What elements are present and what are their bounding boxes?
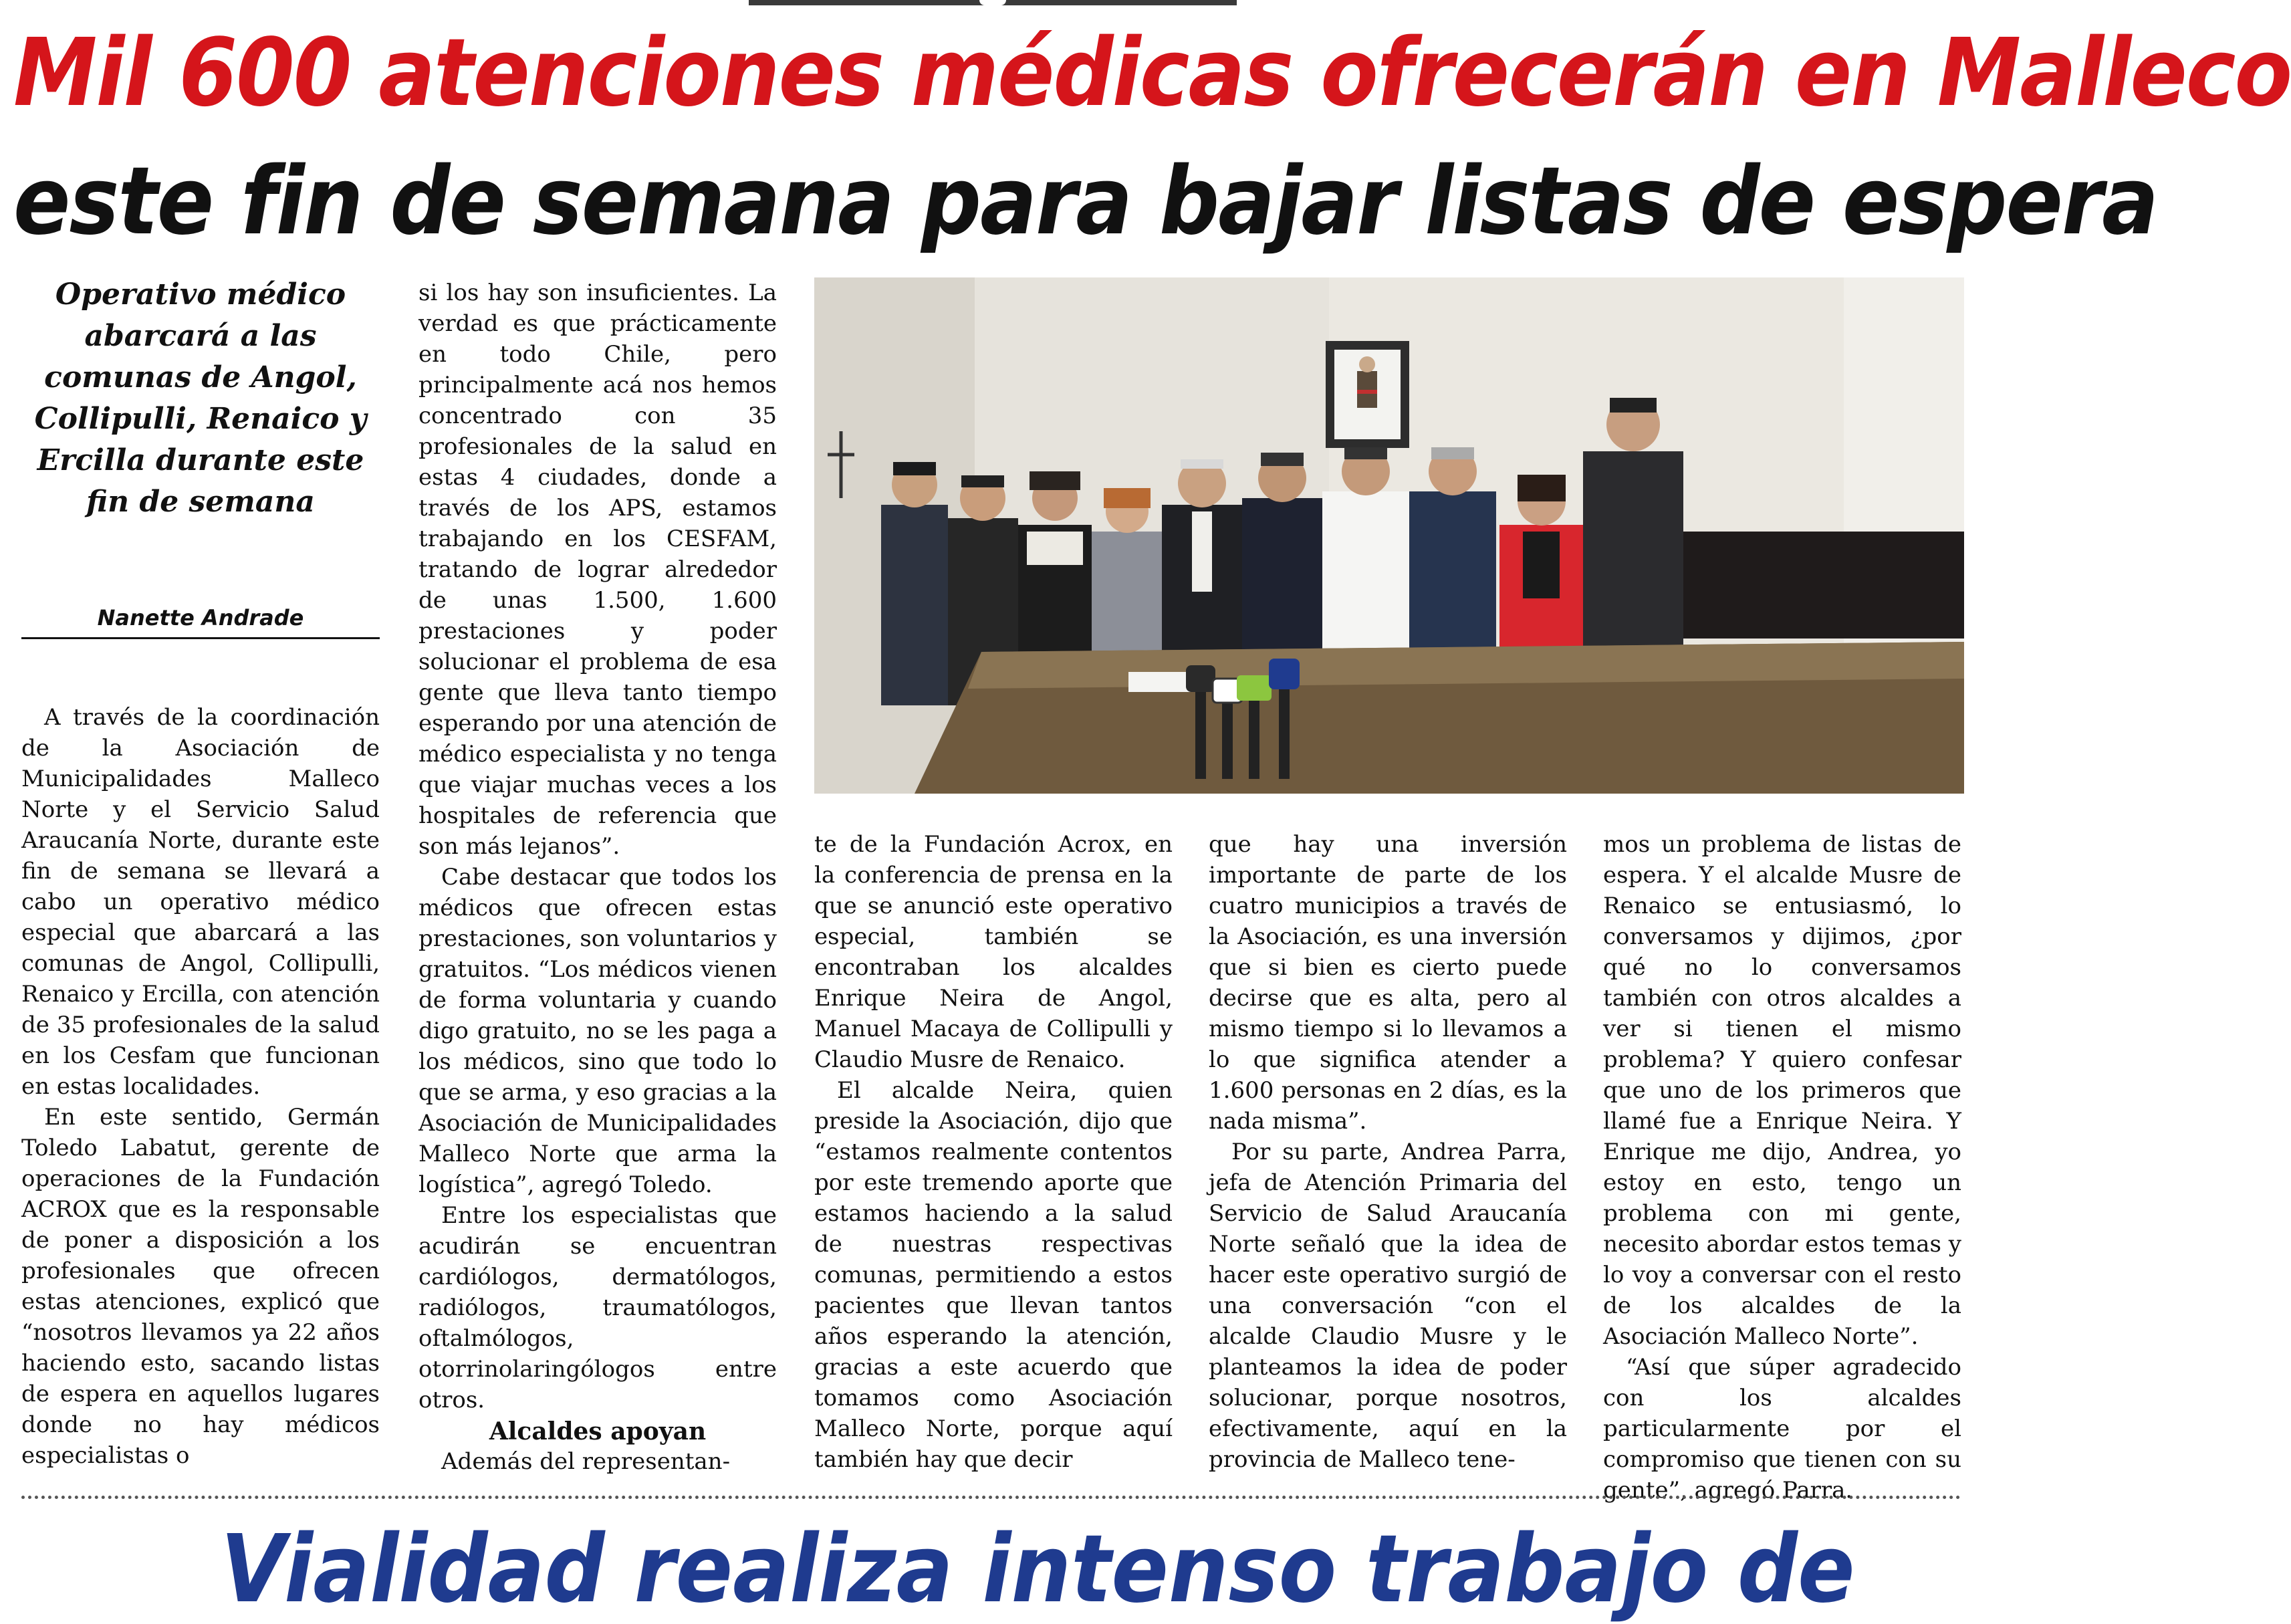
headline-line-2: este fin de semana para bajar listas de espera xyxy=(13,147,2158,256)
headline-line-1: Mil 600 atenciones médicas ofrecerán en Malleco xyxy=(13,19,2291,128)
article-column-4 xyxy=(1209,829,1567,1475)
paragraph: Entre los especialistas que acudirán se encuentran cardiólogos, dermatólogos, radiólogos, traumatólogos, oftalmólogos, otorrinolaringólogos entre otros. xyxy=(418,1202,777,1413)
subheadline: Operativo médico abarcará a las comunas de Angol, Collipulli, Renaico y Ercilla durante este fin de semana xyxy=(34,277,367,519)
byline: Nanette Andrade xyxy=(21,605,380,639)
section-heading: Alcaldes apoyan xyxy=(489,1417,707,1445)
paragraph-continued: mos un problema de listas de espera. Y el alcalde Musre de Renaico se entusiasmó, lo conversamos y dijimos, ¿por qué no lo conversamos también con otros alcaldes a ver si tienen el mismo problema? Y quiero confesar que uno de los primeros que llamé fue a Enrique Neira. Y Enrique me dijo, Andrea, yo estoy en esto, tengo un problema con mi gente, necesito abordar estos temas y lo voy a conversar con el resto de los alcaldes de la Asociación Malleco Norte”. xyxy=(1603,831,1962,1350)
article-column-2 xyxy=(418,277,777,1477)
article-column-5 xyxy=(1603,829,1961,1506)
paragraph: El alcalde Neira, quien preside la Asociación, dijo que “estamos realmente contentos por este tremendo aporte que estamos haciendo a la salud de nuestras respectivas comunas, permitiendo a estos pacientes que llevan tantos años esperando la atención, gracias a este acuerdo que tomamos como Asociación Malleco Norte, porque aquí también hay que decir xyxy=(814,1077,1173,1473)
article-photo xyxy=(814,277,1964,794)
group-photo-illustration xyxy=(814,277,1964,794)
paragraph: En este sentido, Germán Toledo Labatut, gerente de operaciones de la Fundación ACROX que es la responsable de poner a disposición a los profesionales que ofrecen estas atenciones, explicó que “nosotros llevamos ya 22 años haciendo esto, sacando listas de espera en aquellos lugares donde no hay médicos especialistas o xyxy=(21,1104,380,1469)
masthead-bar xyxy=(749,0,1237,5)
emblem-icon xyxy=(979,0,1006,5)
next-article-headline: Vialidad realiza intenso trabajo de xyxy=(221,1515,1855,1624)
paragraph: Por su parte, Andrea Parra, jefa de Atención Primaria del Servicio de Salud Araucanía Norte señaló que la idea de hacer este operativo surgió de una conversación “con el alcalde Claudio Musre y le planteamos la idea de poder solucionar, porque nosotros, efectivamente, aquí en la provincia de Malleco tene- xyxy=(1209,1139,1567,1473)
article-column-3 xyxy=(814,829,1173,1475)
article-column-1 xyxy=(21,702,380,1471)
paragraph: Cabe destacar que todos los médicos que ofrecen estas prestaciones, son voluntarios y gratuitos. “Los médicos vienen de forma voluntaria y cuando digo gratuito, no se les paga a los médicos, sino que todo lo que se arma, y eso gracias a la Asociación de Municipalidades Malleco Norte que arma la logística”, agregó Toledo. xyxy=(418,864,777,1198)
paragraph-continued: que hay una inversión importante de parte de los cuatro municipios a través de la Asociación, es una inversión que si bien es cierto puede decirse que es alta, pero al mismo tiempo si lo llevamos a lo que significa atender a 1.600 personas en 2 días, es la nada misma”. xyxy=(1209,831,1567,1135)
paragraph: A través de la coordinación de la Asociación de Municipalidades Malleco Norte y el Servicio Salud Araucanía Norte, durante este fin de semana se llevará a cabo un operativo médico especial que abarcará a las comunas de Angol, Collipulli, Renaico y Ercilla, con atención de 35 profesionales de la salud en los Cesfam que funcionan en estas localidades. xyxy=(21,704,380,1100)
section-divider xyxy=(21,1496,1961,1499)
paragraph: Además del representan- xyxy=(441,1448,731,1475)
paragraph: “Así que súper agradecido con los alcaldes particularmente por el compromiso que tienen con su gente”, agregó Parra. xyxy=(1603,1354,1961,1504)
paragraph-continued: te de la Fundación Acrox, en la conferencia de prensa en la que se anunció este operativo especial, también se encontraban los alcaldes Enrique Neira de Angol, Manuel Macaya de Collipulli y Claudio Musre de Renaico. xyxy=(814,831,1173,1073)
paragraph-continued: si los hay son insuficientes. La verdad es que prácticamente en todo Chile, pero principalmente acá nos hemos concentrado con 35 profesionales de la salud en estas 4 ciudades, donde a través de los APS, estamos trabajando en los CESFAM, tratando de lograr alrededor de unas 1.500, 1.600 prestaciones y poder solucionar el problema de esa gente que lleva tanto tiempo esperando por una atención de médico especialista y no tenga que viajar muchas veces a los hospitales de referencia que son más lejanos”. xyxy=(418,279,777,860)
